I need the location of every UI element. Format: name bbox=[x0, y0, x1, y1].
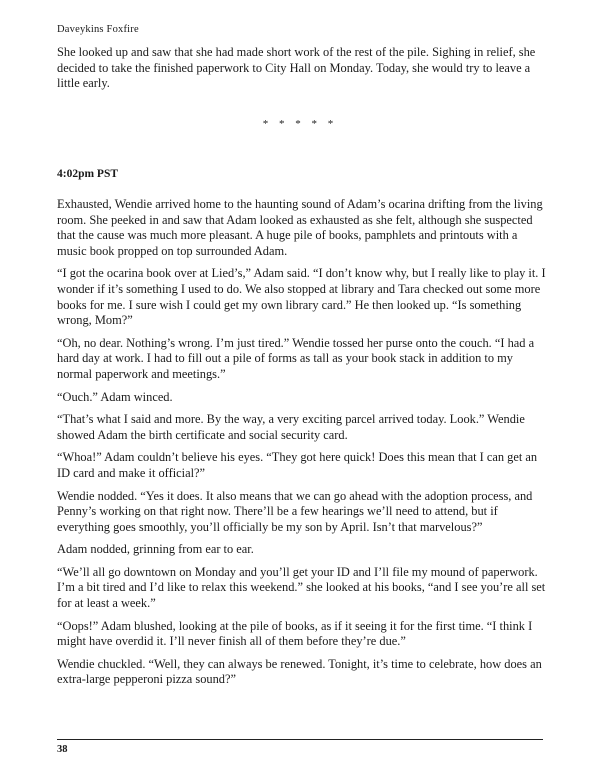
paragraph: Adam nodded, grinning from ear to ear. bbox=[57, 542, 254, 557]
paragraph: “Ouch.” Adam winced. bbox=[57, 389, 173, 404]
paragraph: Exhausted, Wendie arrived home to the haunting sound of Adam’s ocarina drifting from the living room. She peeked in and saw that Adam looked as exhausted as she felt, although she suspected that the cause was much more pleasant. A huge pile of books, pamphlets and printouts with a music book propped on top surrounded Adam. bbox=[57, 197, 543, 258]
page-number: 38 bbox=[57, 744, 68, 755]
paragraph: “That’s what I said and more. By the way, a very exciting parcel arrived today. Look.” Wendie showed Adam the birth certificate and social security card. bbox=[57, 412, 525, 442]
scene-break: * * * * * bbox=[262, 118, 338, 130]
paragraph: Wendie chuckled. “Well, they can always be renewed. Tonight, it’s time to celebrate, how does an extra-large pepperoni pizza sound?” bbox=[57, 656, 542, 687]
intro-paragraph-block bbox=[57, 45, 547, 99]
paragraph: Wendie nodded. “Yes it does. It also means that we can go ahead with the adoption process, and Penny’s working on that right now. There’ll be a few hearings we’ll need to attend, but if everything goes smoothly, you’ll officially be my son by April. Isn’t that marvelous?” bbox=[57, 488, 533, 534]
paragraph: “Oh, no dear. Nothing’s wrong. I’m just tired.” Wendie tossed her purse onto the couch. “I had a hard day at work. I had to fill out a pile of forms as tall as your book stack in addition to my normal paperwork and meetings.” bbox=[57, 335, 535, 381]
footer-divider bbox=[57, 739, 543, 740]
intro-paragraph: She looked up and saw that she had made short work of the rest of the pile. Sighing in relief, she decided to take the finished paperwork to City Hall on Monday. Today, she would try to leave a little early. bbox=[57, 45, 536, 91]
running-header: Daveykins Foxfire bbox=[57, 24, 139, 35]
time-heading: 4:02pm PST bbox=[57, 168, 119, 180]
paragraph: “We’ll all go downtown on Monday and you’ll get your ID and I’ll file my mound of paperwork. I’m a bit tired and I’d like to relax this weekend.” she looked at his books, “and I see you’re all set for at least a week.” bbox=[57, 564, 546, 611]
paragraph: “Whoa!” Adam couldn’t believe his eyes. “They got here quick! Does this mean that I can get an ID card and make it official?” bbox=[57, 450, 538, 480]
paragraph: “Oops!” Adam blushed, looking at the pile of books, as if it seeing it for the first time. “I think I might have overdid it. I’ll never finish all of them before they’re due.” bbox=[57, 618, 533, 649]
story-text bbox=[57, 197, 547, 695]
paragraph: “I got the ocarina book over at Lied’s,” Adam said. “I don’t know why, but I really like to play it. I wonder if it’s something I used to do. We also stopped at library and Tara checked out some more books for me. I sure wish I could get my own library card.” He then looked up. “Is something wrong, Mom?” bbox=[57, 266, 546, 328]
